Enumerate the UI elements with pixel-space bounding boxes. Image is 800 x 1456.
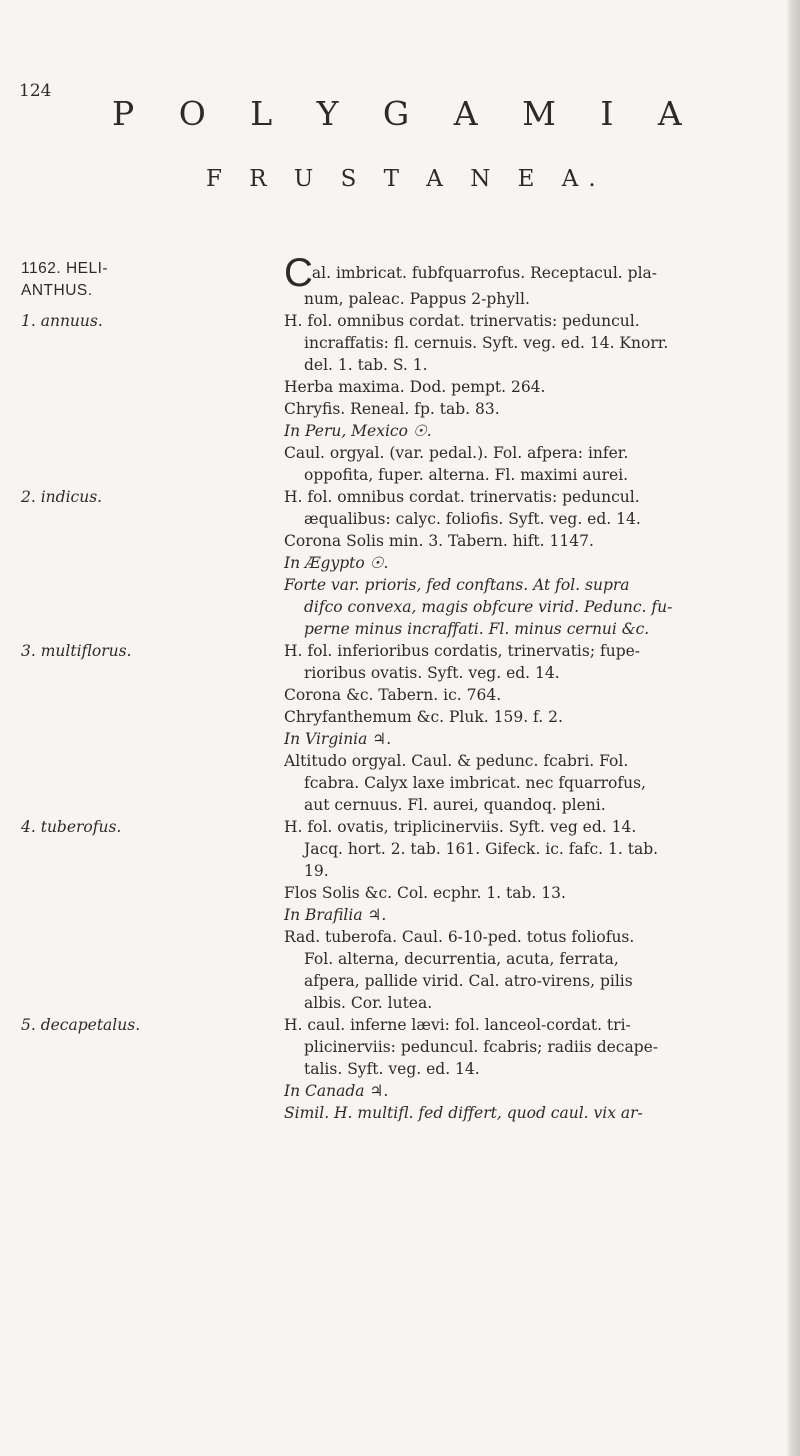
text-line: Caul. orgyal. (var. pedal.). Fol. afpera: infer.: [284, 444, 629, 462]
species-label: 3. multiflorus.: [21, 642, 132, 660]
genus-number: 1162.: [21, 260, 62, 277]
entries-list: [0, 258, 790, 1124]
species-label: 4. tuberofus.: [21, 818, 122, 836]
text-line: H. fol. omnibus cordat. trinervatis: peduncul.: [284, 488, 640, 506]
page-title: P O L Y G A M I A: [112, 94, 699, 133]
text-line: H. fol. inferioribus cordatis, trinervatis; fupe-: [284, 642, 641, 660]
text-line: Flos Solis &c. Col. ecphr. 1. tab. 13.: [284, 884, 566, 902]
genus-name-line2: ANTHUS.: [21, 282, 93, 299]
genus-line: num, paleac. Pappus 2-phyll.: [304, 290, 530, 308]
text-line: Simil. H. multifl. fed differt, quod caul. vix ar-: [284, 1104, 643, 1122]
drop-capital: C: [284, 258, 311, 288]
genus-entry: [0, 258, 790, 310]
text-line: afpera, pallide virid. Cal. atro-virens, pilis: [304, 972, 633, 990]
page-subtitle: F R U S T A N E A.: [206, 166, 606, 192]
species-entry: [0, 310, 790, 486]
species-label: 1. annuus.: [21, 312, 103, 330]
text-line: albis. Cor. lutea.: [304, 994, 433, 1012]
species-description: [284, 310, 784, 486]
text-line: Corona Solis min. 3. Tabern. hift. 1147.: [284, 532, 594, 550]
text-line: fcabra. Calyx laxe imbricat. nec fquarrofus,: [304, 774, 646, 792]
text-line: In Peru, Mexico ☉.: [284, 422, 432, 440]
species-label: 5. decapetalus.: [21, 1016, 141, 1034]
text-line: Chryfanthemum &c. Pluk. 159. f. 2.: [284, 708, 563, 726]
species-description: [284, 1014, 784, 1124]
species-entry: [0, 1014, 790, 1124]
species-description: [284, 640, 784, 816]
page-number: 124: [19, 81, 52, 101]
text-line: oppofita, fuper. alterna. Fl. maximi aurei.: [304, 466, 629, 484]
species-description: [284, 816, 784, 1014]
text-line: In Brafilia ♃.: [284, 906, 387, 924]
text-line: Chryfis. Reneal. fp. tab. 83.: [284, 400, 500, 418]
text-line: 19.: [304, 862, 329, 880]
text-line: talis. Syft. veg. ed. 14.: [304, 1060, 480, 1078]
text-line: aut cernuus. Fl. aurei, quandoq. pleni.: [304, 796, 606, 814]
text-line: Jacq. hort. 2. tab. 161. Gifeck. ic. fafc. 1. tab.: [304, 840, 659, 858]
text-line: Herba maxima. Dod. pempt. 264.: [284, 378, 546, 396]
genus-first-line: Cal. imbricat. fubfquarrofus. Receptacul. pla-: [284, 258, 784, 288]
text-line: del. 1. tab. S. 1.: [304, 356, 428, 374]
text-line: Corona &c. Tabern. ic. 764.: [284, 686, 502, 704]
genus-description: [284, 258, 784, 310]
text-line: difco convexa, magis obfcure virid. Pedunc. fu-: [304, 598, 673, 616]
text-line: In Virginia ♃.: [284, 730, 392, 748]
text-line: H. caul. inferne lævi: fol. lanceol-cordat. tri-: [284, 1016, 631, 1034]
text-line: rioribus ovatis. Syft. veg. ed. 14.: [304, 664, 560, 682]
text-line: perne minus incraffati. Fl. minus cernui &c.: [304, 620, 650, 638]
text-line: Forte var. prioris, fed conftans. At fol. supra: [284, 576, 630, 594]
text-line: Altitudo orgyal. Caul. & pedunc. fcabri. Fol.: [284, 752, 629, 770]
text-line: æqualibus: calyc. foliofis. Syft. veg. ed. 14.: [304, 510, 641, 528]
genus-label: [21, 258, 273, 302]
text-line: incraffatis: fl. cernuis. Syft. veg. ed. 14. Knorr.: [304, 334, 669, 352]
text-line: In Ægypto ☉.: [284, 554, 389, 572]
genus-name-line1: HELI-: [65, 260, 109, 277]
species-description: [284, 486, 784, 640]
text-line: In Canada ♃.: [284, 1082, 389, 1100]
species-entry: [0, 816, 790, 1014]
species-label: 2. indicus.: [21, 488, 103, 506]
text-line: H. fol. ovatis, triplicinerviis. Syft. veg ed. 14.: [284, 818, 637, 836]
text-line: plicinerviis: peduncul. fcabris; radiis decape-: [304, 1038, 659, 1056]
text-line: H. fol. omnibus cordat. trinervatis: peduncul.: [284, 312, 640, 330]
species-entry: [0, 486, 790, 640]
species-entry: [0, 640, 790, 816]
text-line: Rad. tuberofa. Caul. 6-10-ped. totus foliofus.: [284, 928, 635, 946]
text-line: Fol. alterna, decurrentia, acuta, ferrata,: [304, 950, 619, 968]
